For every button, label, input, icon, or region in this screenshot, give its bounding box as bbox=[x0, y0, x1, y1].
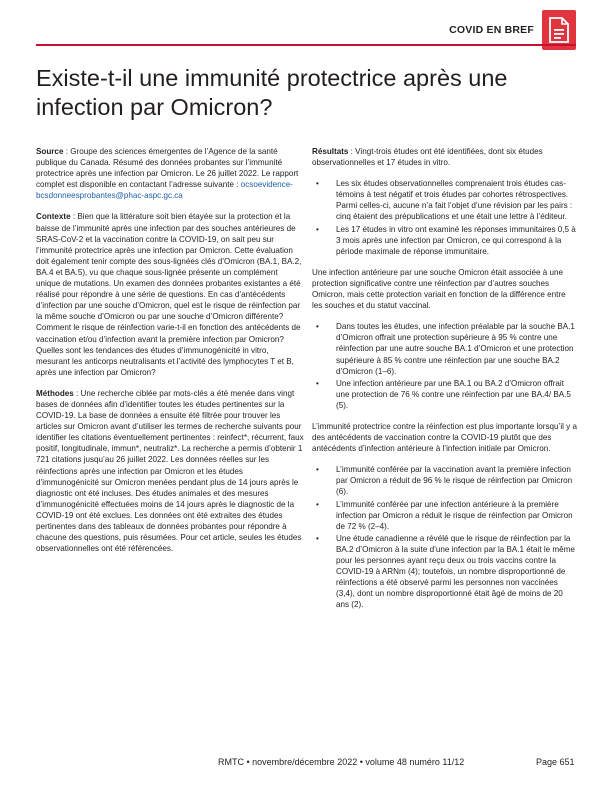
page-title: Existe-t-il une immunité protectrice après une infection par Omicron? bbox=[36, 65, 508, 120]
results-label: Résultats bbox=[312, 147, 349, 156]
left-column bbox=[36, 146, 304, 564]
protection-paragraph: Une infection antérieure par une souche Omicron était associée à une protection significative contre une réinfection par d’autres souches Omicron, mais cette protection variait en fonction de la différence entre les souches et du statut vaccinal. bbox=[312, 267, 566, 311]
list-item-text: L’immunité conférée par la vaccination avant la première infection par Omicron a réduit de 96 % le risque de réinfection par Omicron (6). bbox=[336, 465, 573, 497]
context-text: : Bien que la littérature soit bien étayée sur la protection et la baisse de l’immunité après une infection par des souches antérieures de SRAS-CoV-2 et la vaccination contre la COVID-19, on sait peu sur l’immunité protectrice après une infection par Omicron. Cette évaluation doit également tenir compte des sous-lignées clés d’Omicron (BA.1, BA.2, BA.4 et BA.5), vu que chaque sous-lignée présente un complément unique de mutations. Un examen des données probantes existantes a été réalisé pour répondre à une série de questions. En cas d’antécédents d’infection par une souche d’Omicron, quel est le risque de réinfection par la même souche d’Omicron ou par une souche d’Omicron différente? Comment le risque de réinfection varie-t-il en fonction des antécédents de vaccination et/ou d’infection avant la première infection par Omicron? Quelles sont les tendances des études d’immunogénicité in vitro, mesurant les anticorps neutralisants et l’activité des lymphocytes T et B, après une infection par Omicron? bbox=[36, 212, 302, 377]
bullet-icon: • bbox=[316, 322, 319, 332]
bullet-icon: • bbox=[316, 179, 319, 189]
list-item bbox=[312, 178, 578, 222]
bullet-icon: • bbox=[316, 465, 319, 475]
list-item-text: Une infection antérieure par une BA.1 ou BA.2 d’Omicron offrait une protection de 76 % contre une réinfection par une BA.4/ BA.5 (5). bbox=[336, 378, 571, 410]
source-paragraph bbox=[36, 146, 304, 201]
page-number: Page 651 bbox=[536, 757, 575, 767]
bullet-icon: • bbox=[316, 224, 319, 234]
page-header bbox=[0, 0, 612, 50]
list-item bbox=[312, 378, 578, 411]
list-item bbox=[312, 533, 578, 611]
list-item-text: Les 17 études in vitro ont examiné les réponses immunitaires 0,5 à 3 mois après une infection par Omicron, ce qui correspond à la période maximale de réponse immunitaire. bbox=[336, 224, 576, 256]
contact-email-link[interactable]: ocsoevidence-bcsdonneesprobantes@phac-aspc.gc.ca bbox=[36, 180, 293, 201]
bullet-icon: • bbox=[316, 533, 319, 543]
protection-bullet-list bbox=[312, 321, 578, 411]
source-text: : Groupe des sciences émergentes de l’Agence de la santé publique du Canada. Résumé des données probantes sur l’immunité protectrice après une infection par Omicron. Le 26 juillet 2022. Le rapport complet est disponible en contactant l’adresse suivante : bbox=[36, 147, 299, 190]
context-label: Contexte bbox=[36, 212, 71, 222]
list-item-text: L’immunité conférée par une infection antérieure à la première infection par Omicron a réduit le risque de réinfection par Omicron de 72 % (2–4). bbox=[336, 499, 573, 531]
list-item bbox=[312, 499, 578, 532]
methods-paragraph bbox=[36, 388, 304, 554]
results-text: : Vingt-trois études ont été identifiées, dont six études observationnelles et 17 études in vitro. bbox=[312, 147, 543, 168]
results-paragraph bbox=[312, 146, 578, 168]
methods-text: : Une recherche ciblée par mots-clés a été menée dans vingt bases de données afin d’identifier toutes les études pertinentes sur la COVID-19. La base de données a ensuite été filtrée pour trouver les articles sur Omicron avant d’utiliser les termes de recherche suivants pour identifier les citations éventuellement pertinentes : reinfect*, récurrent, faux positif, longitudinale, immun*, neutraliz*. La recherche a permis d’obtenir 1 721 citations jusqu’au 26 juillet 2022. Les données réelles sur les réinfections après une infection par Omicron et les études d’immunogénicité sur Omicron menées pendant plus de 14 jours après le diagnostic ont été incluses. Des études animales et des mesures d’immunogénicité effectuées moins de 14 jours après le diagnostic de la COVID-19 ont été exclues. Les données ont été extraites des études pertinentes dans des tableaux de données probantes pour répondre à chacune des questions, puis résumées. Pour cet article, seules les études observationnelles ont été référencées. bbox=[36, 388, 304, 554]
study-bullet-list bbox=[312, 178, 578, 257]
list-item-text: Une étude canadienne a révélé que le risque de réinfection par la BA.2 d’Omicron à la suite d’une infection par la BA.1 était le même pour les personnes ayant reçu deux ou trois vaccins contre la COVID-19 à ARNm (4); toutefois, un nombre disproportionné de réinfections a été observé parmi les personnes non vaccinées (3,4), dont un nombre disproportionné était âgé de moins de 20 ans (2). bbox=[336, 533, 575, 610]
header-rule bbox=[36, 44, 576, 46]
context-paragraph bbox=[36, 211, 304, 377]
bullet-icon: • bbox=[316, 499, 319, 509]
section-label: COVID EN BREF bbox=[449, 24, 534, 36]
source-label: Source bbox=[36, 147, 64, 156]
journal-citation: RMTC • novembre/décembre 2022 • volume 48 numéro 11/12 bbox=[218, 757, 465, 767]
right-column bbox=[312, 146, 578, 620]
list-item-text: Dans toutes les études, une infection préalable par la souche BA.1 d’Omicron offrait une protection supérieure à 95 % contre une réinfection par une autre souche BA.1 d’Omicron et une protection supérieure à 85 % contre une réinfection par une souche BA.2 d’Omicron (1–6). bbox=[336, 322, 575, 376]
vaccination-paragraph: L’immunité protectrice contre la réinfection est plus importante lorsqu’il y a des antécédents de vaccination contre la COVID-19 plutôt que des antécédents d’infection antérieure à l’infection initiale par Omicron. bbox=[312, 421, 577, 454]
list-item-text: Les six études observationnelles comprenaient trois études cas-témoins à test négatif et trois études par cohortes rétrospectives. Parmi celles-ci, aucune n’a fait l’objet d’une révision par les pairs : cinq étaient des prépublications et une était une lettre à l’éditeur. bbox=[336, 179, 573, 222]
bullet-icon: • bbox=[316, 378, 319, 388]
list-item bbox=[312, 224, 578, 257]
vaccination-bullet-list bbox=[312, 464, 578, 610]
list-item bbox=[312, 321, 578, 376]
methods-label: Méthodes bbox=[36, 388, 74, 398]
list-item bbox=[312, 464, 578, 497]
